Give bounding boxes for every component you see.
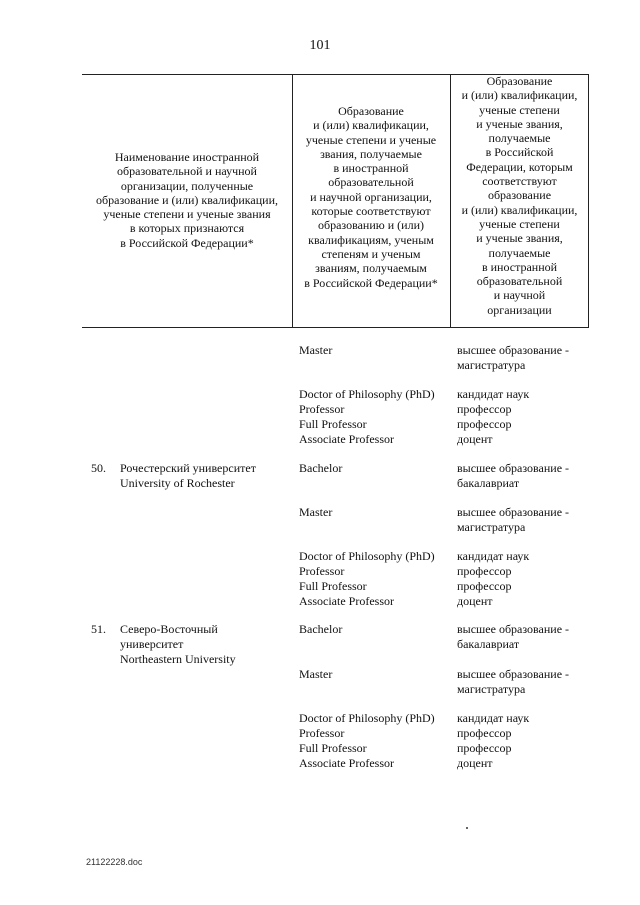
row-number: 51.: [91, 622, 106, 636]
row-foreign-qualification: Doctor of Philosophy (PhD) Professor Full Professor Associate Professor: [299, 549, 435, 608]
scan-speck: [466, 827, 468, 829]
header-foreign-qualification: Образование и (или) квалификации, ученые степени и ученые звания, получаемые в иностранной образовательной и научной организации, которые соответствуют образованию и (или) квалификациям, ученым степеням и ученым званиям, получаемым в Российской Федерации*: [304, 104, 438, 290]
row-foreign-qualification: Master: [299, 505, 333, 519]
row-foreign-qualification: Doctor of Philosophy (PhD) Professor Full Professor Associate Professor: [299, 387, 435, 446]
row-russian-equivalent: кандидат наук профессор профессор доцент: [457, 711, 530, 770]
row-russian-equivalent: высшее образование - бакалавриат: [457, 622, 570, 651]
row-organization: Северо-Восточный университет Northeastern University: [120, 622, 236, 666]
row-russian-equivalent: высшее образование - магистратура: [457, 505, 570, 534]
row-foreign-qualification: Doctor of Philosophy (PhD) Professor Full Professor Associate Professor: [299, 711, 435, 770]
row-foreign-qualification: Master: [299, 667, 333, 681]
row-russian-equivalent: высшее образование - магистратура: [457, 343, 570, 372]
row-number: 50.: [91, 461, 106, 475]
row-foreign-qualification: Bachelor: [299, 622, 343, 636]
row-russian-equivalent: высшее образование - бакалавриат: [457, 461, 570, 490]
row-foreign-qualification: Master: [299, 343, 333, 357]
row-organization: Рочестерский университет University of Rochester: [120, 461, 256, 490]
header-russian-equivalent: Образование и (или) квалификации, ученые степени и ученые звания, получаемые в Российской Федерации, которым соответствуют образование и (или) квалификации, ученые степени и ученые звания, получаемые в иностранной образовательной и научной организации: [461, 74, 578, 317]
column-divider: [588, 74, 589, 328]
row-russian-equivalent: высшее образование - магистратура: [457, 667, 570, 696]
page-number: 101: [309, 38, 331, 53]
footer-filename: 21122228.doc: [86, 857, 143, 867]
table-header-bottom-rule: [82, 327, 589, 328]
row-russian-equivalent: кандидат наук профессор профессор доцент: [457, 387, 530, 446]
row-russian-equivalent: кандидат наук профессор профессор доцент: [457, 549, 530, 608]
row-foreign-qualification: Bachelor: [299, 461, 343, 475]
header-organization: Наименование иностранной образовательной и научной организации, полученные образование и (или) квалификации, ученые степени и ученые звания в которых признаются в Российской Федерации*: [96, 150, 278, 250]
